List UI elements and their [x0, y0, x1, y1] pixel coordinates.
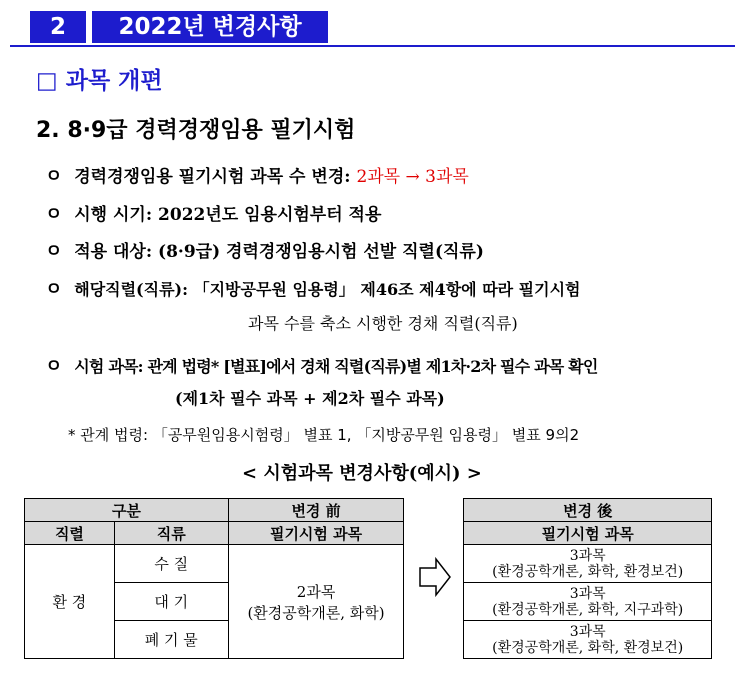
bullet-subjects	[45, 352, 598, 378]
after-list: (환경공학개론, 화학, 환경보건)	[492, 639, 684, 656]
subject-change-table	[24, 498, 712, 659]
header-subjects-after: 필기시험 과목	[464, 522, 712, 545]
after-subjects-cell	[464, 621, 712, 659]
section-title: 2022년 변경사항	[92, 11, 328, 43]
after-subjects-cell	[464, 545, 712, 583]
series-cell: 환 경	[25, 545, 115, 659]
before-count: 2과목	[296, 582, 336, 601]
subject-heading: □ 과목 개편	[36, 68, 163, 94]
bullet-mark: ㅇ	[45, 204, 63, 225]
bullet-mark: ㅇ	[45, 279, 63, 300]
after-count: 3과목	[569, 547, 606, 564]
class-cell: 수 질	[114, 545, 228, 583]
bullet-text: 시험 과목: 관계 법령* [별표]에서 경채 직렬(직류)별 제1차·2차 필수 과목 확인	[74, 357, 598, 376]
bullet-subjects-cont: (제1차 필수 과목 + 제2차 필수 과목)	[175, 389, 445, 408]
after-count: 3과목	[569, 585, 606, 602]
section-number: 2	[30, 11, 86, 43]
table-caption: < 시험과목 변경사항(예시) >	[242, 463, 482, 484]
bullet-applicable	[45, 275, 581, 301]
bullet-schedule	[45, 200, 381, 226]
after-list: (환경공학개론, 화학, 환경보건)	[492, 563, 684, 580]
bullet-mark: ㅇ	[45, 166, 63, 187]
bullet-applicable-cont: 과목 수를 축소 시행한 경채 직렬(직류)	[248, 314, 518, 333]
bullet-target	[45, 237, 484, 263]
header-group: 구분	[25, 499, 229, 522]
after-list: (환경공학개론, 화학, 지구과학)	[492, 601, 684, 618]
arrow-cell	[404, 499, 464, 659]
after-subjects-cell	[464, 583, 712, 621]
item-heading: 2. 8·9급 경력경쟁임용 필기시험	[36, 118, 356, 143]
bullet-text: 시행 시기: 2022년도 임용시험부터 적용	[74, 205, 382, 225]
right-arrow-icon	[414, 555, 454, 599]
class-cell: 대 기	[114, 583, 228, 621]
bullet-text: 경력경쟁임용 필기시험 과목 수 변경:	[74, 167, 351, 187]
header-series: 직렬	[25, 522, 115, 545]
footnote: * 관계 법령: 「공무원임용시험령」 별표 1, 「지방공무원 임용령」 별표 9의2	[68, 426, 580, 444]
bullet-mark: ㅇ	[45, 241, 63, 262]
before-subjects-cell	[228, 545, 404, 659]
header-subjects-before: 필기시험 과목	[228, 522, 404, 545]
bullet-subject-count	[45, 162, 469, 188]
header-before: 변경 前	[228, 499, 404, 522]
header-class: 직류	[114, 522, 228, 545]
bullet-mark: ㅇ	[45, 356, 63, 377]
after-count: 3과목	[569, 623, 606, 640]
header-after: 변경 後	[464, 499, 712, 522]
class-cell: 폐 기 물	[114, 621, 228, 659]
before-list: (환경공학개론, 화학)	[247, 603, 385, 622]
section-divider	[10, 45, 735, 47]
bullet-text: 적용 대상: (8·9급) 경력경쟁임용시험 선발 직렬(직류)	[74, 242, 484, 262]
bullet-highlight: 2과목 → 3과목	[356, 167, 469, 187]
bullet-text: 해당직렬(직류): 「지방공무원 임용령」 제46조 제4항에 따라 필기시험	[74, 280, 581, 299]
